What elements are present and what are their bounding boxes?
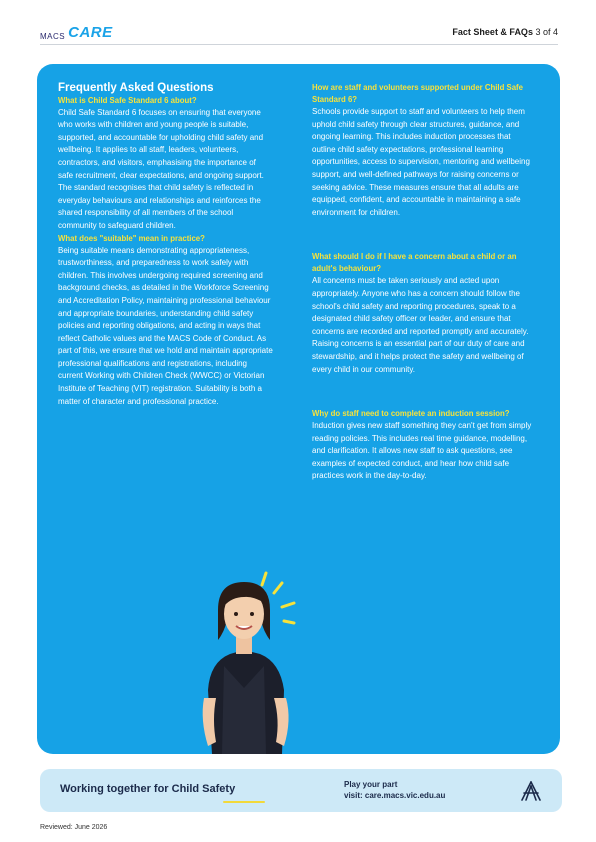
header-divider — [40, 44, 558, 45]
faq-answer: Child Safe Standard 6 focuses on ensuring that everyone who works with children and young people is suitable, supported, and accountable for upholding child safety and wellbeing. It applies to all staff, leaders, volunteers, contractors, and visitors, emphasising the importance of safe recruitment, clear expectations, and ongoing support. The standard recognises that child safety is reflected in everyday behaviours and relationships and reinforces the shared responsibility of all members of the school community to safeguard children. — [58, 107, 264, 230]
faq-answer: Being suitable means demonstrating appropriateness, trustworthiness, and preparedness to work safely with children. This involves undergoing required screening and background checks, as detailed in the Workforce Screening and Accreditation Policy, maintaining professional behaviour and appropriate boundaries, understanding child safety policies and reporting obligations, and acting in ways that reflect Catholic values and the MACS Code of Conduct. As part of this, we ensure that we hold and maintain appropriate professional qualifications and registrations, including current Working with Children Check (WWCC) or Victorian Institute of Teaching (VIT) registration. Suitability is both a matter of character and professional practice. — [58, 245, 273, 406]
faq-answer: All concerns must be taken seriously and acted upon appropriately. Anyone who has a concern should follow the school's child safety and reporting procedures, speak to a designated child safety officer or leader, and ensure that concerns are recorded and reported promptly and accurately. Raising concerns is an essential part of our duty of care and stewardship, and it helps protect the safety and wellbeing of every child in our community. — [312, 276, 529, 374]
footer-cta — [344, 779, 445, 801]
faq-title: Frequently Asked Questions — [58, 82, 214, 94]
faq-column-right — [312, 82, 532, 515]
faq-answer: Induction gives new staff something they can't get from simply reading policies. This includes real time guidance, modelling, and clarification. It allows new staff to ask questions, see examples of expected conduct, and hear how child safe practices work in the day-to-day. — [312, 421, 532, 481]
faq-question: How are staff and volunteers supported under Child Safe Standard 6? — [312, 83, 523, 104]
tagline-underline — [223, 801, 265, 803]
page-number: 3 of 4 — [535, 27, 558, 37]
footer-tagline: Working together for Child Safety — [60, 783, 236, 795]
doc-type: Fact Sheet & FAQs — [452, 27, 533, 37]
faq-question: What does "suitable" mean in practice? — [58, 233, 205, 243]
faq-question: Why do staff need to complete an induction session? — [312, 409, 510, 419]
faq-panel — [37, 64, 560, 754]
page-info — [452, 27, 558, 37]
cta-line-2[interactable]: visit: care.macs.vic.edu.au — [344, 791, 446, 800]
header-logo — [40, 24, 113, 41]
reviewed-date: Reviewed: June 2026 — [40, 824, 108, 831]
logo-prefix: MACS — [40, 32, 66, 41]
faq-answer: Schools provide support to staff and volunteers to help them uphold child safety through clear structures, guidance, and ongoing learning. This includes induction processes that outline child safety expectations, professional learning opportunities, access to supervision, mentoring and wellbeing support, and well-defined pathways for raising concerns or seeking advice. These measures ensure that all adults are equipped, confident, and accountable in maintaining a safe environment for children. — [312, 107, 530, 217]
cta-line-1: Play your part — [344, 780, 398, 789]
faq-question: What is Child Safe Standard 6 about? — [58, 95, 197, 105]
faq-question: What should I do if I have a concern about a child or an adult's behaviour? — [312, 252, 517, 274]
faq-column-left — [58, 82, 273, 408]
logo-main: CARE — [68, 24, 113, 41]
student-photo — [182, 570, 307, 754]
macs-emblem-icon — [520, 781, 542, 801]
footer-banner — [40, 769, 562, 812]
